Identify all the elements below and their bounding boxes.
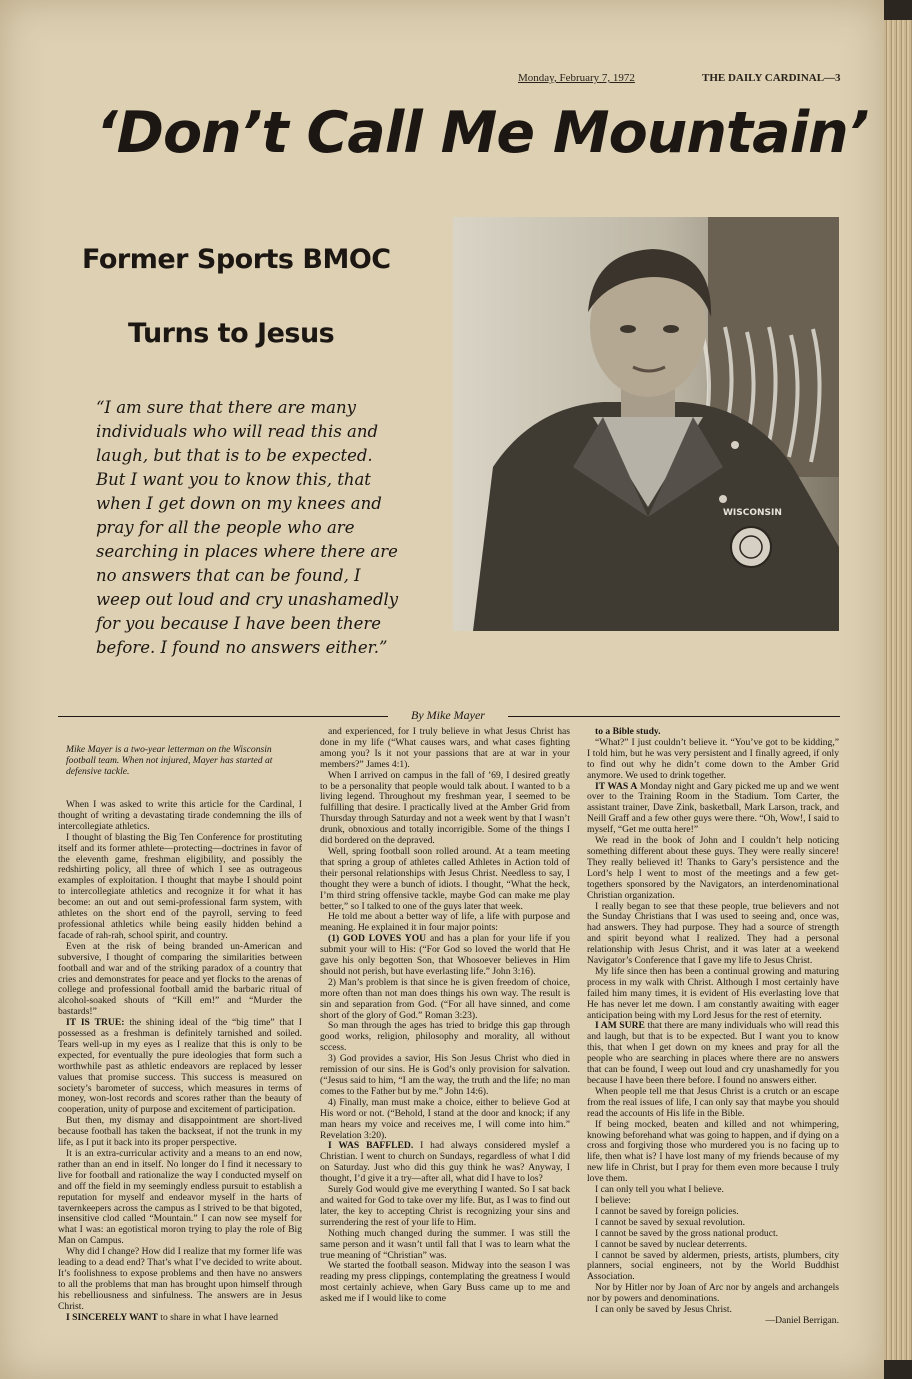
rule-right xyxy=(508,716,840,717)
article-column-3 xyxy=(587,727,839,1327)
paragraph-lead-in: I AM SURE xyxy=(595,1020,645,1032)
paragraph-text: and has a plan for your life if you submit your will to His: (“For God so loved the world that He gave his only begotten Son, that Whosoever believes in Him should not perish, but have everlasting life.” John 3:16). xyxy=(320,933,570,977)
paragraph-lead-in: to a Bible study. xyxy=(595,726,661,737)
paragraph-text: Well, spring football soon rolled around. At a team meeting that spring a group of athletes called Athletes in Action told of their personal relationships with Jesus Christ. Needless to say, I thought they were a bunch of idiots. I thought, “What the heck, I’m third string offensive tackle, maybe God can make me play better,” so I talked to one of the guys later that week. xyxy=(320,845,570,912)
paragraph-lead-in: (1) GOD LOVES YOU xyxy=(328,933,427,945)
paragraph-text: Why did I change? How did I realize that my former life was leading to a dead end? That’s what I’ve decided to write about. It’s foolishness to expose problems and then have no answers to all the problems that man has brought upon himself through his rebelliousness and sinfulness. The answers are in Jesus Christ. xyxy=(58,1246,302,1312)
paragraph-text: I had always considered myslef a Christian. I went to church on Sundays, regardless of what I did on Saturday. Just who did this guy think he was? Anyway, I thought, I’d give it a try—after all, what did I have to los? xyxy=(320,1140,570,1185)
paragraph-text: Nor by Hitler nor by Joan of Arc nor by angels and archangels nor by powers and denominations. xyxy=(587,1282,839,1305)
article-paragraph xyxy=(587,836,839,901)
article-paragraph xyxy=(320,1185,570,1229)
paragraph-text: “What?” I just couldn’t believe it. “You’ve got to be kidding,” I told him, but he was very persistent and I finally agreed, if only to find out why he didn’t come down to the Amber Grid anymore. We used to drink together. xyxy=(587,736,839,781)
pull-quote: “I am sure that there are many individuals who will read this and laugh, but that is to be expected. But I want you to know this, that when I get down on my knees and pray for all the people who are searching in places where there are no answers that can be found, I weep out loud and cry unashamedly for you because I have been there before. I found no answers either.” xyxy=(96,398,399,657)
paragraph-text: that there are many individuals who will read this and laugh, but that is to be expected. But I want you to know this, that when I get down on my knees and pray for all the people who are searching in places where there are no answers that can be found, I weep out loud and cry unashamedly for you because I have been there before. I found no answers either. xyxy=(587,1020,840,1086)
paragraph-text: We read in the book of John and I couldn’t help noticing something different about these guys. They were really sincere! They really believed it! Thanks to Gary’s persistence and the Lord’s help I went to most of the meetings and a few get-togethers sponsored by the Navigators, an interdenominational Christian organization. xyxy=(587,835,839,901)
subhead-2: Turns to Jesus xyxy=(128,318,335,349)
article-paragraph xyxy=(320,934,570,978)
article-paragraph xyxy=(58,833,302,942)
paragraph-text: But then, my dismay and disappointment are short-lived because football has taken the backseat, if not the trunk in my life, as I put it back into its proper perspective. xyxy=(58,1115,302,1149)
paragraph-text: and experienced, for I truly believe in what Jesus Christ has done in my life (“What causes wars, and what cases fighting among you? Is it not your passions that are at war in your members?” James 4:1). xyxy=(320,726,570,770)
article-paragraph xyxy=(587,902,839,967)
headline: ‘Don’t Call Me Mountain’ xyxy=(96,100,869,166)
article-paragraph xyxy=(58,1313,302,1324)
paragraph-text: It is an extra-curricular activity and a means to an end now, rather than an end in itself. No longer do I find it necessary to live for football and rationalize the way I conducted myself on and off the field in my seemingly endless pursuit to establish a reputation for myself and endeavor myself in the harts of tavernkeepers across the campus as I strived to be that bigoted, insensitive clod called “Mountain.” I can now see myself for what I was: an egotistical moron trying to play the role of Big Man on Campus. xyxy=(58,1148,302,1247)
paragraph-text: I believe: xyxy=(595,1194,631,1206)
paragraph-text: My life since then has been a continual growing and maturing process in my walk with Christ. Although I most certainly have failed him many times, it is evident of His everlasting love that He has never let me down. I am constantly awaiting with eager anticipation being with my Lord Jesus for the rest of eternity. xyxy=(587,965,839,1021)
rule-left xyxy=(58,716,388,717)
paragraph-text: I cannot be saved by foreign policies. xyxy=(595,1205,739,1217)
paragraph-text: Nothing much changed during the summer. I was still the same person and it wasn’t until fall that I was to learn what the true meaning of “Christian” was. xyxy=(320,1227,570,1261)
paragraph-text: I cannot be saved by the gross national product. xyxy=(595,1227,779,1239)
article-paragraph xyxy=(320,1054,570,1098)
article-paragraph xyxy=(58,800,302,833)
article-paragraph xyxy=(320,1021,570,1054)
paragraph-text: I really began to see that these people, true believers and not the Sunday Christians that I was used to seeing and, once was, had answers. They had purpose. They had a source of strength and spirit beyond what I realized. They had a personal relationship with Jesus Christ, and it was later at a weekend Navigator’s Conference that I gave my life to Jesus Christ. xyxy=(587,900,839,967)
paragraph-lead-in: IT IS TRUE: xyxy=(66,1017,125,1029)
masthead: THE DAILY CARDINAL—3 xyxy=(702,72,841,84)
byline-rule-row xyxy=(58,706,840,726)
paragraph-text: When I arrived on campus in the fall of ’69, I desired greatly to be a personality that people would talk about. I wanted to b a living legend. Throughout my freshman year, I seemed to be fulfilling that desire. I practically lived at the Amber Grid from Thursday through Saturday and not a week went by that I wasn’t drunk, obnoxious and totally incorrigible. Some of the things I did bordered on the depraved. xyxy=(320,769,570,847)
paragraph-text: I thought of blasting the Big Ten Conference for prostituting itself and its former athlete—protecting—doctrines in favor of the eleventh game, freshman eligibility, and possibly the redshirting policy, all three of which I see as outrageous examples of exploitation. I thought that maybe I should point to intercollegiate athletics and recognize it for what it has become: an out and out semi-professional farm system, with athletes on the short end of the payroll, serving to feed professional athletics while being easily hidden behind a facade of rah-rah, school spirit, and country. xyxy=(58,831,302,941)
article-paragraph xyxy=(320,771,570,847)
paragraph-text: So man through the ages has tried to bridge this gap through good works, religion, philosophy and morality, all without sccess. xyxy=(320,1020,570,1054)
subhead-1: Former Sports BMOC xyxy=(82,244,391,275)
issue-date: Monday, February 7, 1972 xyxy=(518,72,635,84)
article-paragraph xyxy=(587,1283,839,1305)
article-paragraph xyxy=(58,1018,302,1116)
paragraph-text: I cannot be saved by sexual revolution. xyxy=(595,1216,745,1228)
article-paragraph xyxy=(320,1098,570,1142)
paragraph-text: We started the football season. Midway into the season I was reading my press clippings, contemplating the greatness I would most certainly achieve, when Gary Buss came up to me and asked me if I would like to come xyxy=(320,1260,570,1305)
article-paragraph xyxy=(58,942,302,1018)
article-paragraph xyxy=(587,738,839,782)
page-stack-edge xyxy=(884,20,912,1360)
paragraph-text: Even at the risk of being branded un-American and subversive, I thought of comparing the similarities between football and war and of the striking paradox of a country that cries and demonstrates for peace and yet flocks to the arenas of college and professional football amid the barbaric ritual of alcohol-soaked shouts of “Kill em!” and “Murder the bastards!” xyxy=(58,940,302,1018)
article-paragraph xyxy=(320,727,570,771)
paragraph-lead-in: I WAS BAFFLED. xyxy=(328,1140,414,1152)
article-paragraph xyxy=(320,912,570,934)
page-header xyxy=(518,72,841,84)
article-column-2 xyxy=(320,727,570,1305)
article-paragraph xyxy=(320,847,570,912)
paragraph-lead-in: IT WAS A xyxy=(595,780,638,792)
quote-attribution: —Daniel Berrigan. xyxy=(765,1314,839,1326)
article-paragraph xyxy=(320,1261,570,1305)
paragraph-text: Monday night and Gary picked me up and we went over to the Training Room in the Stadium. Tom Carter, the assistant trainer, Dave Zink, basketball, Mark Larson, track, and Neill Graff and a few other guys were there. “Oh, Wow!, I said to myself, “Get me outta here!” xyxy=(587,780,839,836)
paragraph-lead-in: I SINCERELY WANT xyxy=(66,1311,158,1323)
article-paragraph xyxy=(587,782,839,837)
article-paragraph xyxy=(587,1120,839,1185)
paragraph-text: If being mocked, beaten and killed and not whimpering, knowing beforehand what was going to happen, and if dying on a cross and forgiving those who murdered you is no facing up to life, then what is? I have lost many of my friends because of my new life in Christ, but I pray for them even more because I truly love them. xyxy=(587,1118,839,1185)
article-paragraph xyxy=(587,1087,839,1120)
portrait-photo xyxy=(453,217,839,631)
paragraph-text: I cannot be saved by nuclear deterrents. xyxy=(595,1238,748,1250)
jacket-patch-text: WISCONSIN xyxy=(723,508,782,518)
paragraph-text: I cannot be saved by aldermen, priests, artists, plumbers, city planners, social engineers, not by the World Buddhist Association. xyxy=(587,1249,839,1283)
paragraph-text: 2) Man’s problem is that since he is given freedom of choice, more often than not man does things his own way. The result is sin and separation from God. (“For all have sinned, and come short of the glory of God.” Roman 3:23). xyxy=(320,976,570,1021)
byline: By Mike Mayer xyxy=(411,708,485,722)
article-paragraph xyxy=(320,1141,570,1185)
paragraph-text: When I was asked to write this article for the Cardinal, I thought of writing a devastating tirade condemning the ills of intercollegiate athletics. xyxy=(58,799,302,832)
article-paragraph xyxy=(587,1021,839,1086)
article-paragraph xyxy=(320,978,570,1022)
article-paragraph xyxy=(58,1116,302,1149)
paragraph-text: I can only tell you what I believe. xyxy=(595,1184,724,1196)
article-paragraph xyxy=(320,1229,570,1262)
paragraph-text: I can only be saved by Jesus Christ. xyxy=(595,1304,732,1316)
paragraph-text: the shining ideal of the “big time” that I possessed as a freshman is definitely tarnished and soiled. Tears well-up in my eyes as I realize that this is only to be expected, for eventually the pure ideologies that form such a worthwhile past as athletic endeavors are replaced by lesser values that promise success. This success is measured on society’s barometer of success, which measures in terms of money, won-lost records and scores rather than the beauty of cooperation, unity of purpose and excitement of participation. xyxy=(58,1017,302,1116)
editor-note: Mike Mayer is a two-year letterman on the Wisconsin football team. When not injured, Mayer has started at defensive tackle. xyxy=(66,744,273,777)
paragraph-text: 4) Finally, man must make a choice, either to believe God at His word or not. (“Behold, I stand at the door and knock; if any man hears my voice and receives me, I will come into him.” Revelation 3:20). xyxy=(320,1096,570,1141)
article-paragraph xyxy=(587,967,839,1022)
paragraph-text: to share in what I have learned xyxy=(157,1311,279,1323)
paragraph-text: 3) God provides a savior, His Son Jesus Christ who died in remission of our sins. He is God’s only provision for salvation. (“Jesus said to him, “I am the way, the truth and the life; no man comes to the Father but by me.” John 14:6). xyxy=(320,1053,570,1097)
paragraph-text: He told me about a better way of life, a life with purpose and meaning. He explained it in four major points: xyxy=(320,911,570,934)
paragraph-text: Surely God would give me everything I wanted. So I sat back and waited for God to take over my life. But, as I was to find out later, the key to accepting Christ is recognizing your sins and surrendering the rest of your life to Him. xyxy=(320,1184,570,1228)
portrait-illustration xyxy=(453,217,839,631)
paragraph-text: When people tell me that Jesus Christ is a crutch or an escape from the real issues of life, I can only say that maybe you should read the accounts of His life in the Bible. xyxy=(587,1085,839,1119)
article-column-1 xyxy=(58,800,302,1324)
article-paragraph xyxy=(587,1251,839,1284)
article-paragraph xyxy=(58,1247,302,1312)
article-paragraph xyxy=(58,1149,302,1247)
